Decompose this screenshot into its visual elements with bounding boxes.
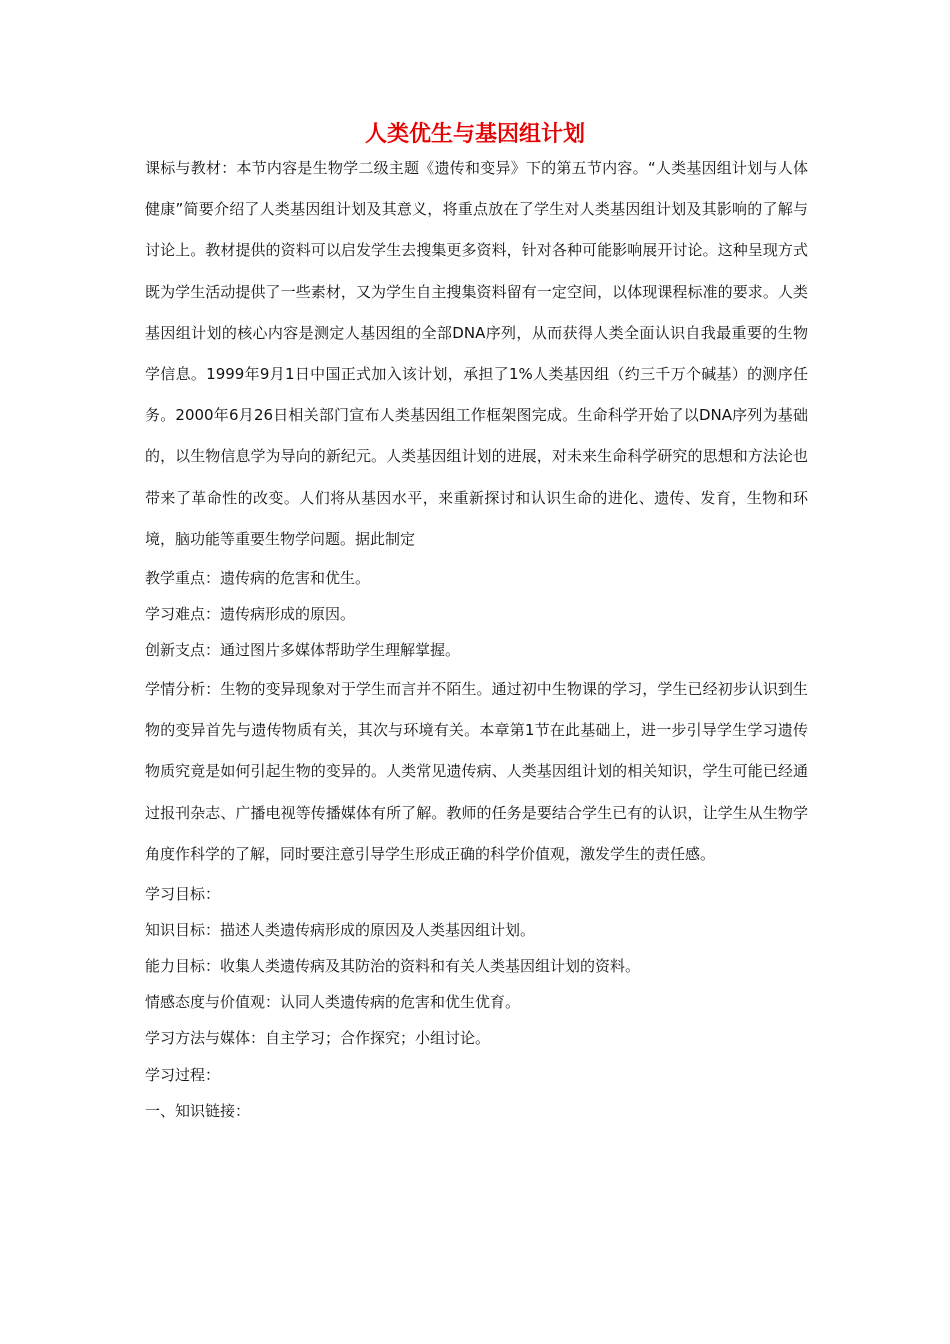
ability-objective: 能力目标：收集人类遗传病及其防治的资料和有关人类基因组计划的资料。	[145, 957, 641, 976]
learning-objectives-heading: 学习目标：	[145, 884, 221, 903]
intro-paragraph: 课标与教材：本节内容是生物学二级主题《遗传和变异》下的第五节内容。“人类基因组计划与人体健康”简要介绍了人类基因组计划及其意义，将重点放在了学生对人类基因组计划及其影响的了解与讨论上。教材提供的资料可以启发学生去搜集更多资料，针对各种可能影响展开讨论。这种呈现方式既为学生活动提供了一些素材，又为学生自主搜集资料留有一定空间，以体现课程标准的要求。人类基因组计划的核心内容是测定人基因组的全部DNA序列，从而获得人类全面认识自我最重要的生物学信息。1999年9月1日中国正式加入该计划，承担了1%人类基因组（约三千万个碱基）的测序任务。2000年6月26日相关部门宣布人类基因组工作框架图完成。生命科学开始了以DNA序列为基础的，以生物信息学为导向的新纪元。人类基因组计划的进展，对未来生命科学研究的思想和方法论也带来了革命性的改变。人们将从基因水平，来重新探讨和认识生命的进化、遗传、发育，生物和环境，脑功能等重要生物学问题。据此制定	[145, 159, 808, 548]
methods-media: 学习方法与媒体：自主学习；合作探究；小组讨论。	[145, 1029, 491, 1048]
knowledge-objective: 知识目标：描述人类遗传病形成的原因及人类基因组计划。	[145, 920, 536, 939]
teaching-focus: 教学重点：遗传病的危害和优生。	[145, 569, 371, 588]
learner-analysis: 学情分析：生物的变异现象对于学生而言并不陌生。通过初中生物课的学习，学生已经初步认识到生物的变异首先与遗传物质有关，其次与环境有关。本章第1节在此基础上，进一步引导学生学习遗传物质究竟是如何引起生物的变异的。人类常见遗传病、人类基因组计划的相关知识，学生可能已经通过报刊杂志、广播电视等传播媒体有所了解。教师的任务是要结合学生已有的认识，让学生从生物学角度作科学的了解，同时要注意引导学生形成正确的科学价值观，激发学生的责任感。	[145, 679, 808, 864]
attitude-objective: 情感态度与价值观：认同人类遗传病的危害和优生优育。	[145, 993, 521, 1012]
learning-difficulty: 学习难点：遗传病形成的原因。	[145, 605, 356, 624]
learning-process-heading: 学习过程：	[145, 1065, 221, 1084]
innovation-point: 创新支点：通过图片多媒体帮助学生理解掌握。	[145, 641, 461, 660]
document-title: 人类优生与基因组计划	[364, 122, 585, 147]
section-one-heading: 一、知识链接：	[145, 1101, 251, 1120]
document-body	[145, 148, 808, 1129]
